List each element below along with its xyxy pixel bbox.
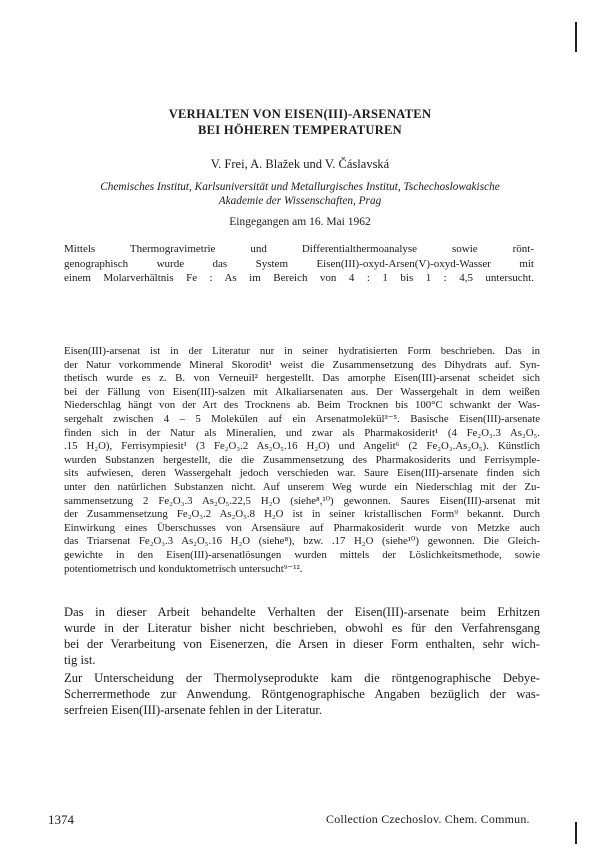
body-line: Das in dieser Arbeit behandelte Verhalten der Eisen(III)-arsenate beim Erhitzen (64, 605, 540, 619)
article-title (0, 106, 600, 138)
body-line: das Triarsenat Fe₂O₃.3 As₂O₅.16 H₂O (siehe⁸), bzw. .17 H₂O (siehe¹⁰) gewonnen. Die Gleich- (64, 535, 540, 548)
body-line: unter den natürlichen Substanzen nicht. Auf unserem Weg wurde ein Niederschlag mit der Zu- (64, 480, 540, 493)
abstract (64, 242, 534, 286)
body-line: finden sich in der Natur als Mineralien, und zwar als Pharmakosiderit¹ (4 Fe₂O₃.3 As₂O₅. (64, 426, 540, 439)
body-line: .15 H₂O), Ferrisympiesit¹ (3 Fe₂O₃.2 As₂O₅.16 H₂O) und Angelit⁶ (2 Fe₂O₃.As₂O₅). Künstlich (64, 440, 540, 453)
body-line: bei der Fällung von Eisen(III)-salzen mit Alkaliarsenaten aus. Der Wassergehalt in dem weißen (64, 385, 540, 398)
abstract-line: genographisch wurde das System Eisen(III)-oxyd-Arsen(V)-oxyd-Wasser mit (64, 257, 534, 270)
body-line: thetisch wurde es z. B. von Verneuil² hergestellt. Das amorphe Eisen(III)-arsenat scheidet sich (64, 372, 540, 385)
body-line: sergehalt zwischen 4 – 5 Molekülen auf ein Arsenatmolekül³⁻⁵. Basische Eisen(III)-arsenate (64, 412, 540, 425)
page-number: 1374 (48, 812, 74, 827)
title-line-1: VERHALTEN VON EISEN(III)-ARSENATEN (168, 107, 432, 121)
paragraph-1 (64, 604, 540, 668)
abstract-line: Mittels Thermogravimetrie und Differentialthermoanalyse sowie rönt- (64, 243, 534, 255)
received-date: Eingegangen am 16. Mai 1962 (229, 216, 371, 228)
body-line: Niederschlag hängt von der Art des Trocknens ab. Beim Trocknen bis 100°C schwankt der Was- (64, 399, 540, 412)
body-line: der Zusammensetzung Fe₂O₃.2 As₂O₅.8 H₂O ist in seiner kristallischen Form⁹ bekannt. Durch (64, 508, 540, 521)
crop-mark-top-right-vertical (575, 22, 577, 52)
body-line: gewichte in den Eisen(III)-arsenatlösungen wurden mittels der Löslichkeitsmethode, sowie (64, 548, 540, 561)
body-line: sits aufwiesen, deren Wassergehalt jedoch verschieden war. Saure Eisen(III)-arsenate finden sich (64, 467, 540, 480)
body-line: Eisen(III)-arsenat ist in der Literatur nur in seiner hydratisierten Form beschrieben. Das in (64, 345, 540, 357)
body-line: Einwirkung eines Überschusses von Arsensäure auf Pharmakosiderit wurde von Metzke auch (64, 521, 540, 534)
body-line: wurde in der Literatur bisher nicht beschrieben, obwohl es für den Verfahrensgang (64, 621, 540, 635)
title-line-2: BEI HÖHEREN TEMPERATUREN (198, 123, 402, 137)
affiliation-line-1: Chemisches Institut, Karlsuniversität und Metallurgisches Institut, Tschechoslowakische (100, 181, 500, 193)
body-line: wurden Substanzen hergestellt, die die Zusammensetzung des Pharmakosiderits und Ferrisymple- (64, 453, 540, 466)
affiliation (40, 180, 560, 208)
abstract-line: einem Molarverhältnis Fe : As im Bereich von 4 : 1 bis 1 : 4,5 untersucht. (64, 272, 534, 284)
body-line: Scherrermethode zur Anwendung. Röntgenographische Angaben bezüglich der was- (64, 687, 540, 701)
paragraph-2 (64, 670, 540, 718)
body-line: serfreien Eisen(III)-arsenate fehlen in der Literatur. (64, 703, 323, 717)
body-line: der Natur vorkommende Mineral Skorodit¹ weist die Zusammensetzung des Dihydrats auf. Syn- (64, 358, 540, 371)
affiliation-line-2: Akademie der Wissenschaften, Prag (218, 195, 382, 207)
body-line: tig ist. (64, 653, 96, 667)
body-line: bei der Verarbeitung von Eisenerzen, die Arsen in dieser Form enthalten, sehr wich- (64, 637, 540, 651)
body-line: Zur Unterscheidung der Thermolyseprodukte kam die röntgenographische Debye- (64, 671, 540, 685)
journal-name: Collection Czechoslov. Chem. Commun. (326, 812, 530, 826)
body-line: potentiometrisch und konduktometrisch untersucht⁹⁻¹². (64, 562, 303, 575)
introduction-small-print (64, 345, 540, 576)
body-line: sammensetzung 2 Fe₂O₃.3 As₂O₅.22,5 H₂O (siehe⁸,¹⁰) gewonnen. Saures Eisen(III)-arsenat mit (64, 494, 540, 507)
main-text (64, 604, 540, 718)
authors: V. Frei, A. Blažek und V. Čáslavská (210, 157, 390, 171)
crop-mark-bottom-right-vertical (575, 822, 577, 844)
